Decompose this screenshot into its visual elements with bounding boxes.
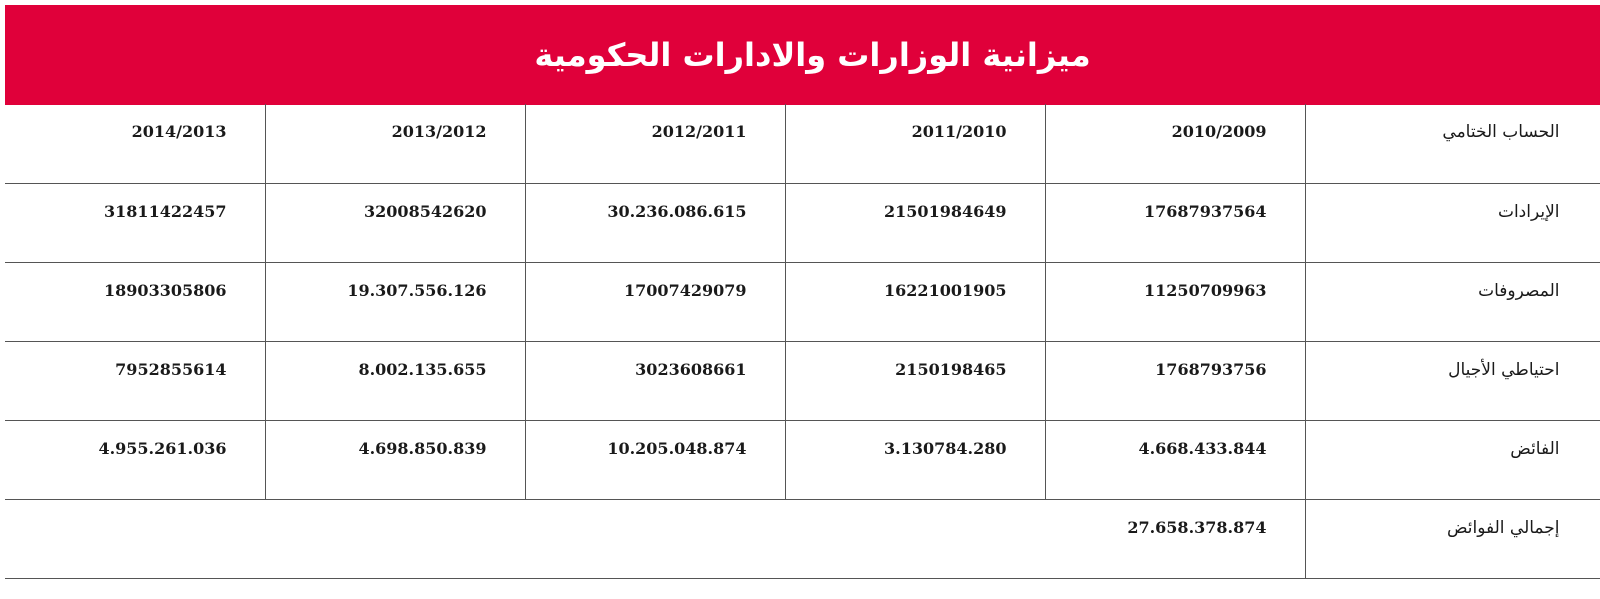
row-label-cell: احتياطي الأجيال: [1305, 341, 1600, 420]
value-cell: 3.130784.280: [785, 420, 1045, 499]
value-cell: 19.307.556.126: [265, 262, 525, 341]
value-cell: 3023608661: [525, 341, 785, 420]
row-label-cell: الإيرادات: [1305, 183, 1600, 262]
value-cell: 2150198465: [785, 341, 1045, 420]
value-cell: 8.002.135.655: [265, 341, 525, 420]
value-cell: 32008542620: [265, 183, 525, 262]
value-cell: 31811422457: [5, 183, 265, 262]
value-cell: 21501984649: [785, 183, 1045, 262]
header-year-cell: 2012/2011: [525, 104, 785, 183]
title-banner: [5, 5, 1600, 105]
header-year-cell: 2013/2012: [265, 104, 525, 183]
row-label-cell: الفائض: [1305, 420, 1600, 499]
total-value-cell: 27.658.378.874: [5, 499, 1305, 578]
table-row-total: [5, 499, 1600, 578]
value-cell: 17687937564: [1045, 183, 1305, 262]
value-cell: 7952855614: [5, 341, 265, 420]
value-cell: 18903305806: [5, 262, 265, 341]
value-cell: 4.668.433.844: [1045, 420, 1305, 499]
value-cell: 16221001905: [785, 262, 1045, 341]
value-cell: 30.236.086.615: [525, 183, 785, 262]
header-year-cell: 2011/2010: [785, 104, 1045, 183]
value-cell: 11250709963: [1045, 262, 1305, 341]
header-year-cell: 2014/2013: [5, 104, 265, 183]
budget-table: [5, 104, 1600, 579]
table-row-reserve: [5, 341, 1600, 420]
table-row-expenses: [5, 262, 1600, 341]
table-row-surplus: [5, 420, 1600, 499]
value-cell: 17007429079: [525, 262, 785, 341]
header-label-cell: الحساب الختامي: [1305, 104, 1600, 183]
total-label-cell: إجمالي الفوائض: [1305, 499, 1600, 578]
value-cell: 4.955.261.036: [5, 420, 265, 499]
value-cell: 10.205.048.874: [525, 420, 785, 499]
table-header-row: [5, 104, 1600, 183]
value-cell: 4.698.850.839: [265, 420, 525, 499]
row-label-cell: المصروفات: [1305, 262, 1600, 341]
header-year-cell: 2010/2009: [1045, 104, 1305, 183]
page-title: ميزانية الوزارات والادارات الحكومية: [534, 36, 1091, 74]
table-row-revenues: [5, 183, 1600, 262]
value-cell: 1768793756: [1045, 341, 1305, 420]
